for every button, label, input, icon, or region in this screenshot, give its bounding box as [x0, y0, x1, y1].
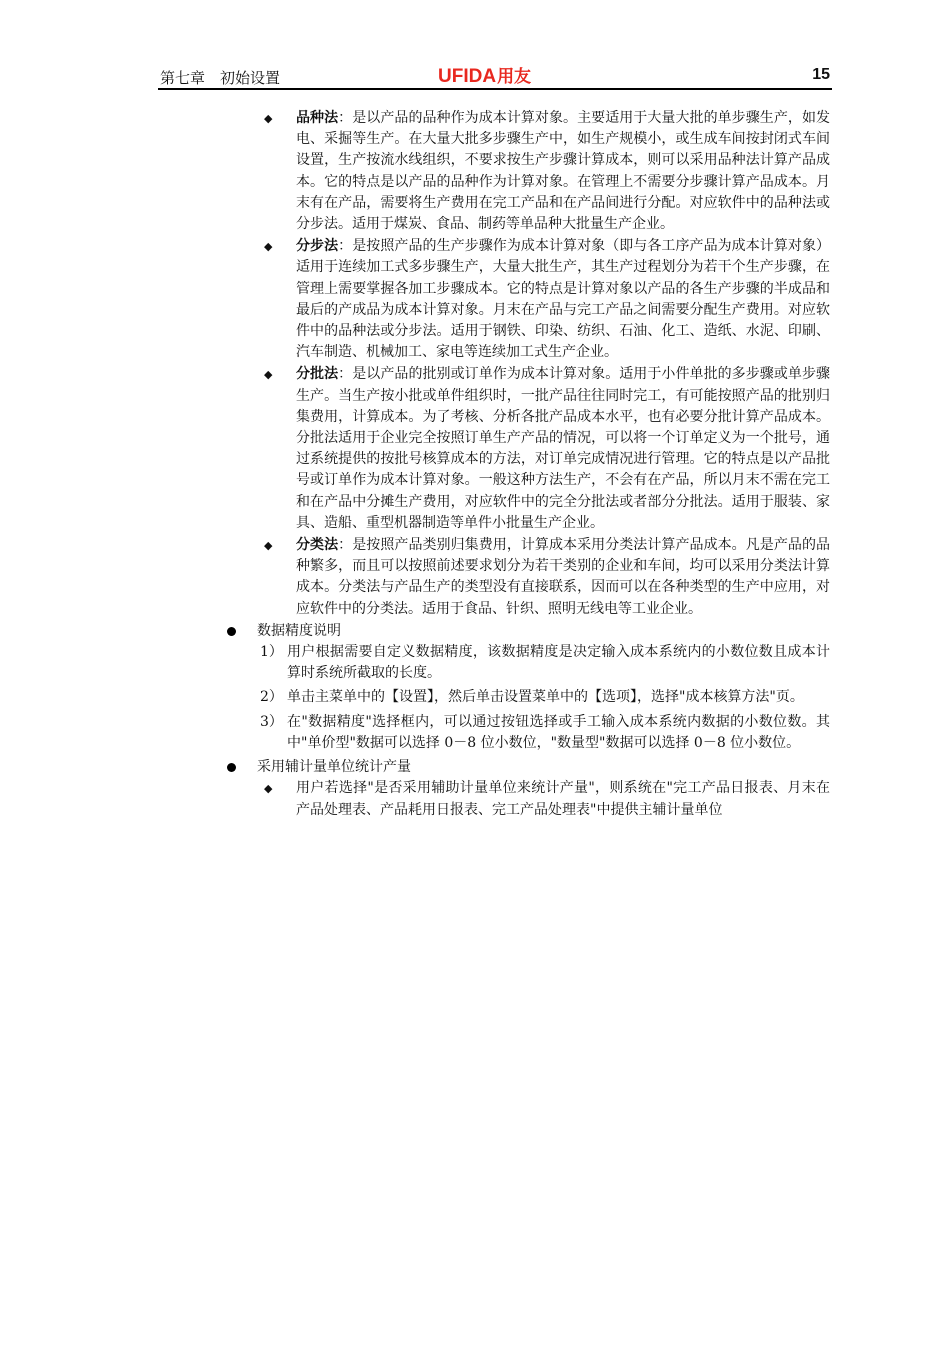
- method-name: 分批法: [296, 366, 339, 383]
- method-item: [264, 236, 831, 363]
- numbered-item: [260, 687, 830, 708]
- item-text: 用户根据需要自定义数据精度，该数据精度是决定输入成本系统内的小数位数且成本计算时系统所截取的长度。: [287, 644, 830, 682]
- method-text: ：是以产品的批别或订单作为成本计算对象。适用于小件单批的多步骤或单步骤生产。当生产按小批或单件组织时，一批产品往往同时完工，有可能按照产品的批别归集费用，计算成本。为了考核、分析各批产品成本水平，也有必要分批计算产品成本。分批法适用于企业完全按照订单生产产品的情况，可以将一个订单定义为一个批号，通过系统提供的按批号核算成本的方法，对订单完成情况进行管理。它的特点是以产品批号或订单作为成本计算对象。一般这种方法生产，不会有在产品，所以月末不需在完工和在产品中分摊生产费用，对应软件中的完全分批法或者部分分批法。适用于服装、家具、造船、重型机器制造等单件小批量生产企业。: [296, 366, 831, 531]
- method-text: ：是以产品的品种作为成本计算对象。主要适用于大量大批的单步骤生产，如发电、采掘等生产。在大量大批多步骤生产中，如生产规模小，或生成车间按封闭式车间设置，生产按流水线组织，不要求按生产步骤计算成本，则可以采用品种法计算产品成本。它的特点是以产品的品种作为计算对象。在管理上不需要分步骤计算产品成本。月末有在产品，需要将生产费用在完工产品和在产品间进行分配。对应软件中的品种法或分步法。适用于煤炭、食品、制药等单品种大批量生产企业。: [296, 110, 831, 233]
- chapter-title: 第七章 初始设置: [160, 69, 281, 87]
- method-text: ：是按照产品的生产步骤作为成本计算对象（即与各工序产品为成本计算对象）适用于连续加工式多步骤生产，大量大批生产，其生产过程划分为若干个生产步骤，在管理上需要掌握各加工步骤成本。它的特点是计算对象以产品的各生产步骤的半成品和最后的产成品为成本计算对象。月末在产品与完工产品之间需要分配生产费用。对应软件中的品种法或分步法。适用于钢铁、印染、纺织、石油、化工、造纸、水泥、印刷、汽车制造、机械加工、家电等连续加工式生产企业。: [296, 238, 831, 361]
- diamond-bullet-icon: ◆: [264, 539, 273, 553]
- section-heading: [257, 757, 952, 778]
- diamond-bullet-icon: ◆: [264, 240, 273, 254]
- method-name: 分类法: [296, 537, 339, 554]
- method-name: 分步法: [296, 238, 339, 255]
- page-body: [0, 108, 952, 821]
- aux-unit-text: 用户若选择"是否采用辅助计量单位来统计产量"，则系统在"完工产品日报表、月末在产品处理表、产品耗用日报表、完工产品处理表"中提供主辅计量单位: [296, 780, 830, 818]
- method-item: [264, 535, 831, 620]
- method-item: [264, 108, 831, 235]
- logo-cn: 用友: [497, 67, 532, 86]
- header-rule: [158, 88, 832, 90]
- numbered-item: [260, 712, 830, 754]
- item-text: 在"数据精度"选择框内，可以通过按钮选择或手工输入成本系统内数据的小数位数。其中"单价型"数据可以选择 0－8 位小数位，"数量型"数据可以选择 0－8 位小数位。: [287, 713, 830, 751]
- item-number: 2）: [260, 689, 283, 706]
- item-number: 1）: [260, 644, 283, 661]
- aux-unit-title: 采用辅计量单位统计产量: [257, 759, 411, 776]
- page-number: 15: [812, 66, 830, 83]
- ufida-logo: [438, 62, 531, 88]
- method-item: [264, 364, 831, 534]
- method-text: ：是按照产品类别归集费用，计算成本采用分类法计算产品成本。凡是产品的品种繁多，而且可以按照前述要求划分为若干类别的企业和车间，均可以采用分类法计算成本。分类法与产品生产的类型没有直接联系，因而可以在各种类型的生产中应用，对应软件中的分类法。适用于食品、针织、照明无线电等工业企业。: [296, 537, 831, 617]
- page-header: [160, 62, 830, 88]
- logo-latin: UFIDA: [438, 66, 497, 87]
- round-bullet-icon: [227, 763, 236, 772]
- aux-unit-item: [264, 778, 830, 820]
- item-text: 单击主菜单中的【设置】，然后单击设置菜单中的【选项】，选择"成本核算方法"页。: [287, 689, 804, 706]
- round-bullet-icon: [227, 627, 236, 636]
- method-name: 品种法: [296, 110, 339, 126]
- precision-title: 数据精度说明: [257, 622, 341, 639]
- diamond-bullet-icon: ◆: [264, 368, 273, 382]
- diamond-bullet-icon: ◆: [264, 112, 273, 125]
- item-number: 3）: [260, 713, 283, 730]
- numbered-item: [260, 642, 830, 684]
- diamond-bullet-icon: ◆: [264, 782, 273, 796]
- section-heading: [257, 621, 952, 642]
